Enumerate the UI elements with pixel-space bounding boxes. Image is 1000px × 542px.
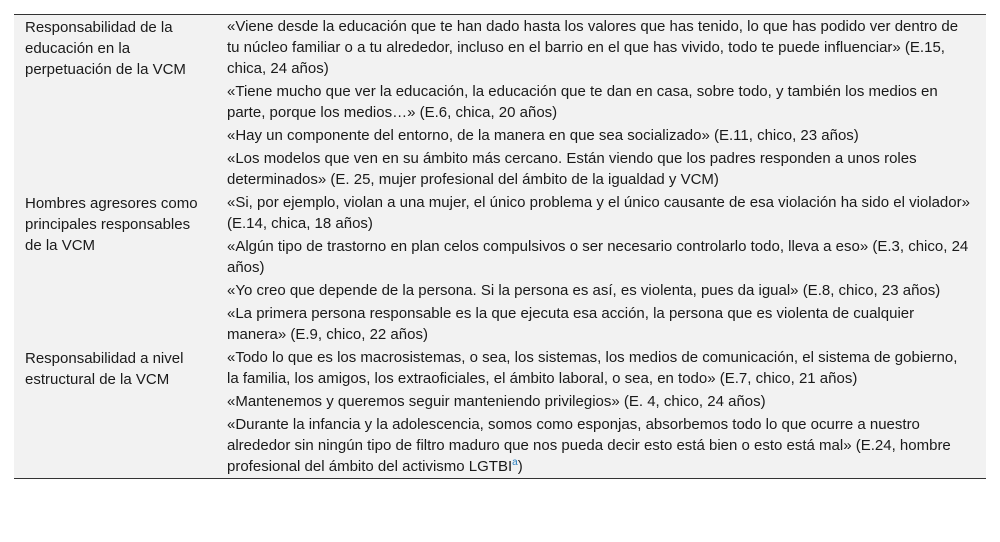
quote-text: «Durante la infancia y la adolescencia, somos como esponjas, absorbemos todo lo que ocurre a nuestro alrededor sin ningún tipo de filtro maduro que nos pueda decir esto está bien o esto está mal» (E.24, hombre profesional del ámbito del activismo LGTBI [227, 416, 951, 475]
category-label: Hombres agresores como principales responsables de la VCM [25, 195, 198, 254]
table-row-structural [14, 346, 986, 478]
quote: «Los modelos que ven en su ámbito más cercano. Están viendo que los padres responden a unos roles determinados» (E. 25, mujer profesional del ámbito de la igualdad y VCM) [227, 150, 917, 188]
category-label: Responsabilidad a nivel estructural de la VCM [25, 350, 184, 388]
footnote-link[interactable]: a [512, 457, 518, 468]
quote: «Tiene mucho que ver la educación, la educación que te dan en casa, sobre todo, y también los medios en parte, porque los medios…» (E.6, chica, 20 años) [227, 83, 938, 121]
quote: «Mantenemos y queremos seguir manteniendo privilegios» (E. 4, chico, 24 años) [227, 393, 766, 410]
category-label: Responsabilidad de la educación en la perpetuación de la VCM [25, 19, 186, 78]
quote: «Viene desde la educación que te han dado hasta los valores que has tenido, lo que has podido ver dentro de tu núcleo familiar o a tu alrededor, incluso en el barrio en el que has vivido, todo te puede influenciar» (E.15, chica, 24 años) [227, 18, 959, 77]
quote: «Hay un componente del entorno, de la manera en que sea socializado» (E.11, chico, 23 años) [227, 127, 859, 144]
quote: «Yo creo que depende de la persona. Si la persona es así, es violenta, pues da igual» (E.8, chico, 23 años) [227, 282, 941, 299]
quote-tail: ) [517, 458, 523, 475]
table-row-aggressors [14, 191, 986, 346]
table-row-education [14, 15, 986, 191]
quote [227, 413, 972, 478]
quote: «La primera persona responsable es la que ejecuta esa acción, la persona que es violenta de cualquier manera» (E.9, chico, 22 años) [227, 305, 915, 343]
quotes-table [14, 14, 986, 479]
quotes-cell [204, 191, 986, 346]
quote: «Algún tipo de trastorno en plan celos compulsivos o ser necesario controlarlo todo, lleva a eso» (E.3, chico, 24 años) [227, 238, 969, 276]
quote: «Todo lo que es los macrosistemas, o sea, los sistemas, los medios de comunicación, el sistema de gobierno, la familia, los amigos, los extraoficiales, el ámbito laboral, o sea, en todo» (E.7, chico, 21 años) [227, 349, 958, 387]
quotes-cell [204, 346, 986, 478]
quotes-cell [204, 15, 986, 191]
quote: «Si, por ejemplo, violan a una mujer, el único problema y el único causante de esa violación ha sido el violador» (E.14, chica, 18 años) [227, 194, 970, 232]
